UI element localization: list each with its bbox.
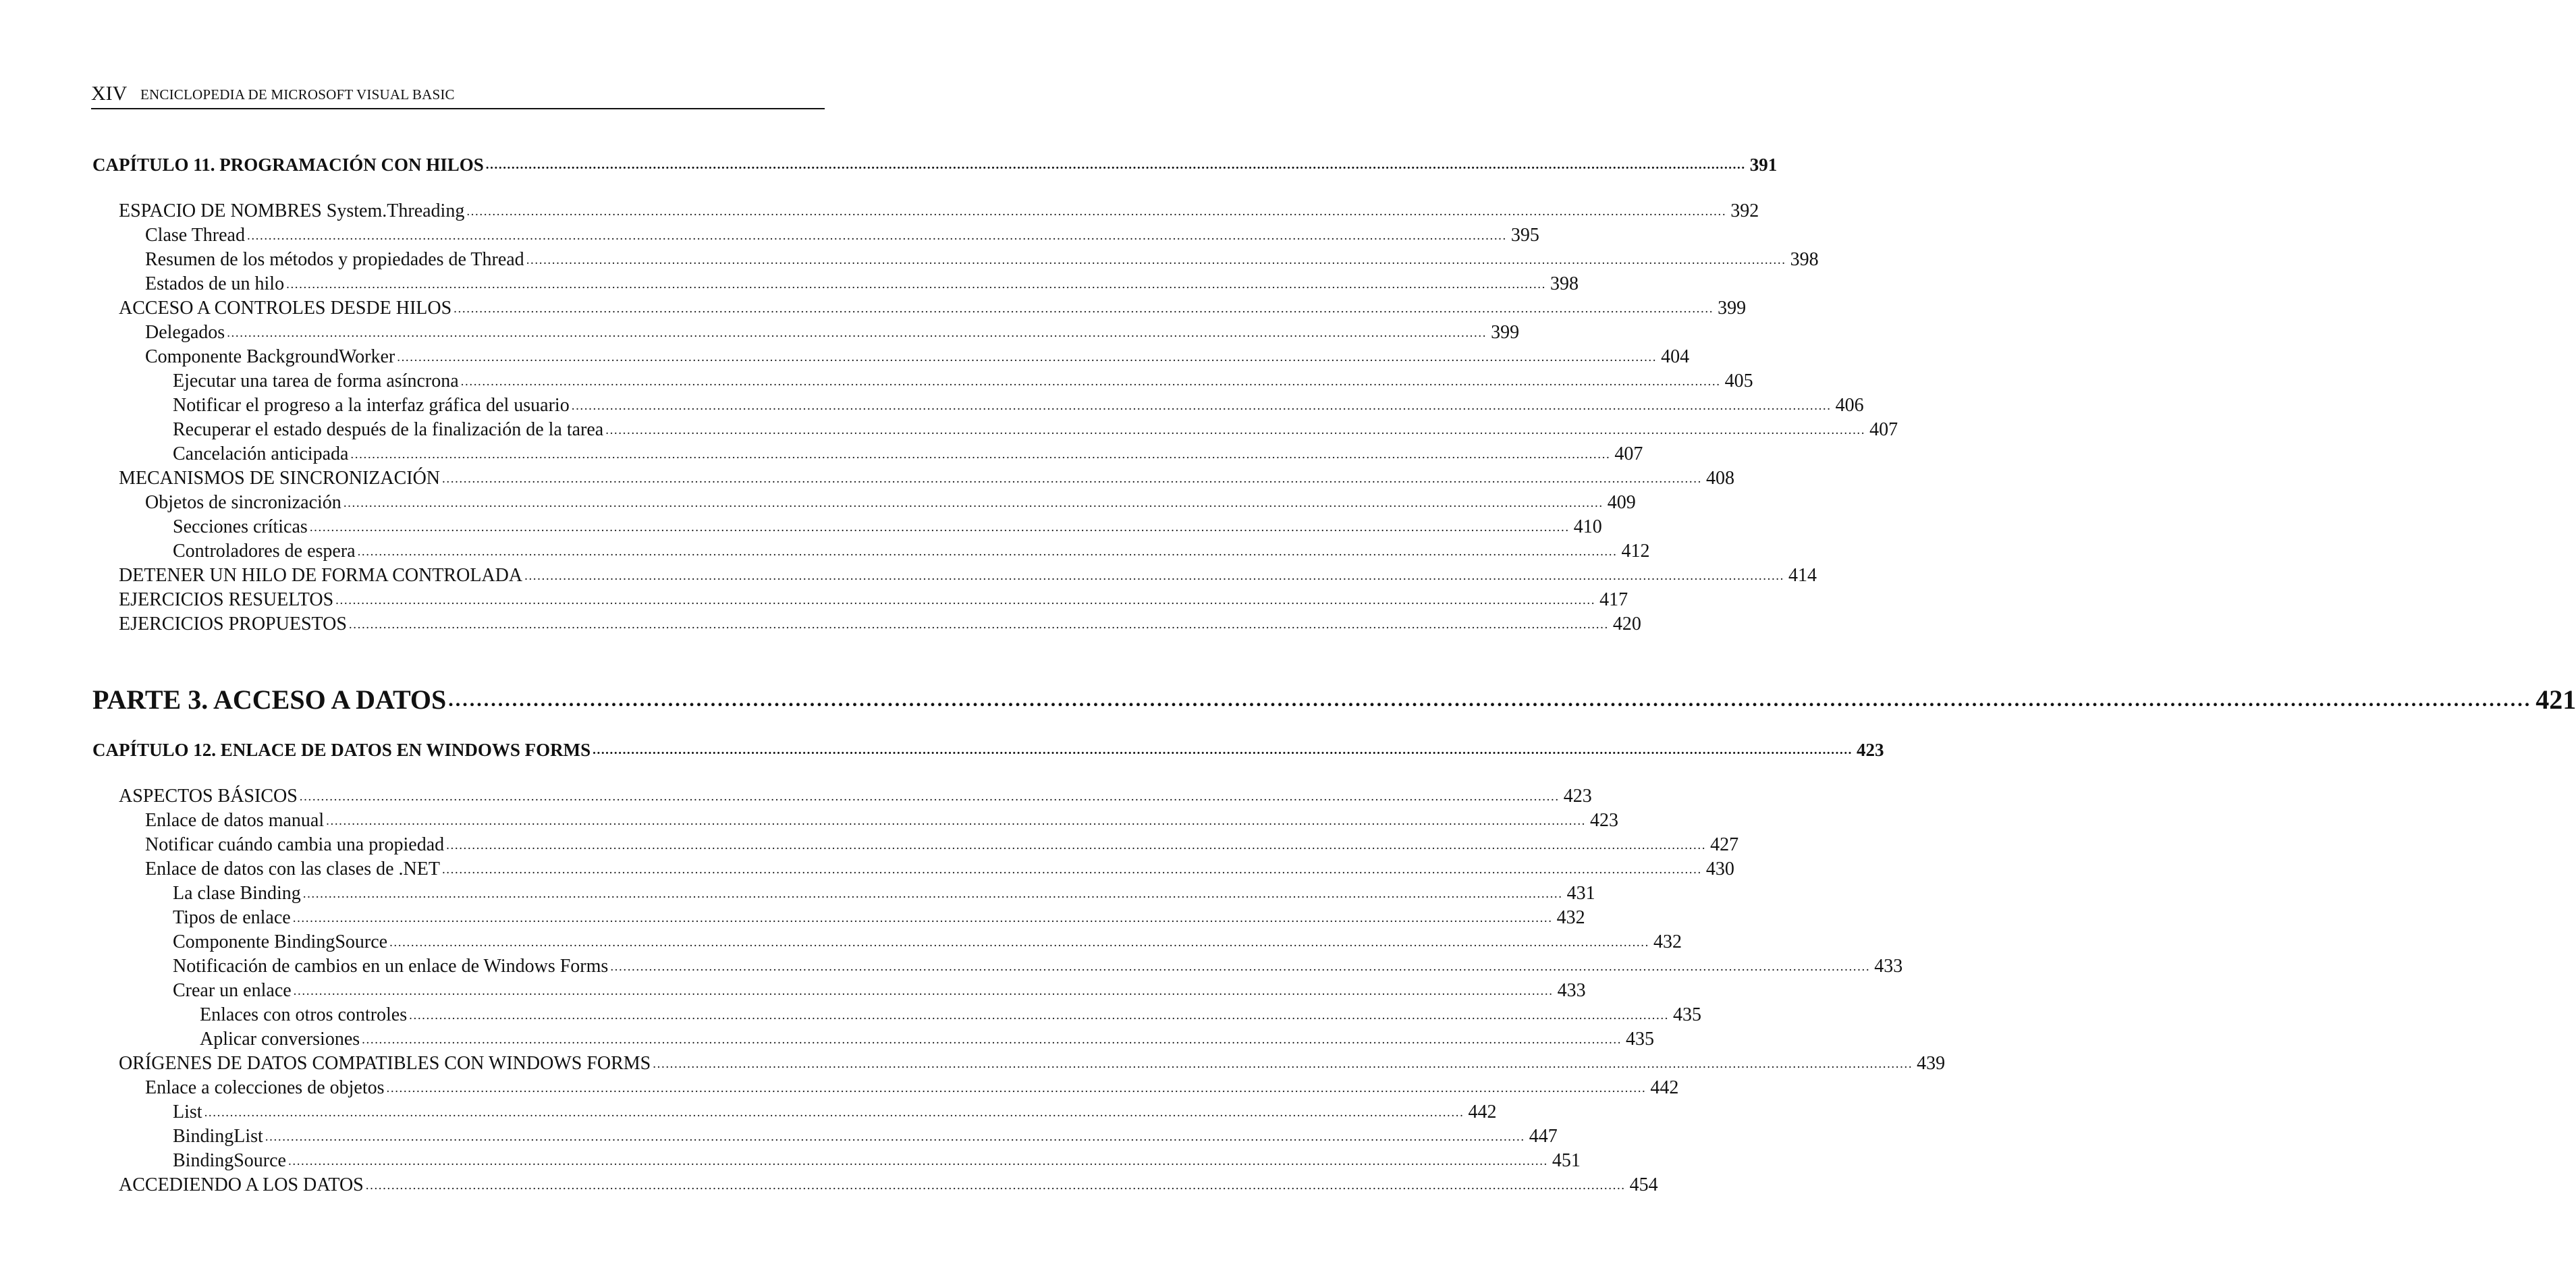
toc-entry-page: 433	[1874, 956, 1903, 977]
dot-leader: ......................................................................................................................................................................................................................................................................................................	[389, 935, 1649, 950]
toc-entry	[119, 588, 1628, 611]
toc-entry-title: EJERCICIOS RESUELTOS	[119, 589, 334, 610]
toc-entry	[145, 1076, 1679, 1099]
toc-entry-page: 442	[1468, 1102, 1497, 1122]
toc-entry-page: 439	[1917, 1053, 1946, 1074]
page-number-roman: XIV	[91, 82, 128, 105]
toc-entry-title: Cancelación anticipada	[173, 443, 349, 464]
toc-entry	[145, 833, 1739, 856]
book-title: ENCICLOPEDIA DE MICROSOFT VISUAL BASIC	[140, 86, 455, 103]
dot-leader: ......................................................................................................................................................................................................................................................................................................	[350, 447, 1611, 462]
dot-leader: ......................................................................................................................................................................................................................................................................................................	[610, 960, 1871, 974]
dot-leader: ......................................................................................................................................................................................................................................................................................................	[653, 1057, 1913, 1071]
dot-leader: ......................................................................................................................................................................................................................................................................................................	[365, 1178, 1626, 1193]
toc-entry-title: Delegados	[145, 322, 225, 343]
toc-entry-title: Notificar el progreso a la interfaz gráfica del usuario	[173, 395, 570, 416]
dot-leader: ......................................................................................................................................................................................................................................................................................................	[605, 423, 1866, 437]
toc-entry-page: 433	[1557, 980, 1586, 1001]
dot-leader: ......................................................................................................................................................................................................................................................................................................	[293, 984, 1554, 998]
dot-leader: ......................................................................................................................................................................................................................................................................................................	[309, 520, 1570, 535]
toc-entry-title: Enlace de datos manual	[145, 810, 325, 831]
toc-entry-title: Enlace de datos con las clases de .NET	[145, 859, 440, 879]
dot-leader: ......................................................................................................................................................................................................................................................................................................	[460, 375, 1721, 389]
toc-entry-title: La clase Binding	[173, 883, 301, 904]
toc-entry-page: 431	[1566, 883, 1595, 904]
toc-entry	[145, 248, 1819, 271]
toc-entry	[173, 1149, 1581, 1172]
toc-entry	[119, 612, 1641, 635]
toc-entry	[173, 394, 1864, 416]
toc-entry-title: Componente BackgroundWorker	[145, 346, 395, 367]
toc-entry	[119, 784, 1592, 807]
toc-entry-title: ACCEDIENDO A LOS DATOS	[119, 1174, 364, 1195]
toc-entry-title: PARTE 3. ACCESO A DATOS	[92, 684, 447, 715]
toc-entry-page: 408	[1705, 468, 1734, 489]
toc-entry-title: Aplicar conversiones	[200, 1029, 360, 1050]
dot-leader: ......................................................................................................................................................................................................................................................................................................	[441, 863, 1702, 877]
dot-leader: ......................................................................................................................................................................................................................................................................................................	[526, 253, 1786, 267]
toc-chapter-11	[92, 153, 1778, 175]
toc-entry-title: ESPACIO DE NOMBRES System.Threading	[119, 200, 465, 221]
toc-entry-title: List	[173, 1102, 202, 1122]
toc-entry-page: 432	[1556, 907, 1585, 928]
toc-part-3	[92, 683, 2576, 715]
dot-leader: ......................................................................................................................................................................................................................................................................................................	[454, 302, 1714, 316]
toc-entry-page: 398	[1790, 249, 1819, 270]
toc-entry-page: 435	[1673, 1004, 1702, 1025]
toc-entry-title: Notificación de cambios en un enlace de Windows Forms	[173, 956, 609, 977]
toc-entry	[119, 1173, 1658, 1196]
toc-entry-title: Notificar cuándo cambia una propiedad	[145, 834, 445, 855]
toc-entry-title: Componente BindingSource	[173, 931, 388, 952]
toc-entry	[119, 1052, 1946, 1075]
toc-entry-page: 395	[1510, 225, 1539, 246]
toc-entry-page: 421	[2536, 684, 2576, 715]
toc-entry	[173, 906, 1585, 929]
toc-entry-page: 427	[1710, 834, 1739, 855]
toc-entry-title: Clase Thread	[145, 225, 245, 246]
toc-entry-page: 410	[1573, 516, 1602, 537]
dot-leader: ......................................................................................................................................................................................................................................................................................................	[409, 1008, 1670, 1023]
toc-entry-page: 447	[1529, 1126, 1558, 1147]
toc-entry	[119, 199, 1759, 222]
toc-entry-title: ORÍGENES DE DATOS COMPATIBLES CON WINDOWS FORMS	[119, 1053, 651, 1074]
toc-entry	[173, 1100, 1497, 1123]
toc-entry-title: Secciones críticas	[173, 516, 308, 537]
toc-entry	[173, 881, 1595, 904]
dot-leader: ......................................................................................................................................................................................................................................................................................................	[397, 350, 1657, 364]
dot-leader: ......................................................................................................................................................................................................................................................................................................	[571, 399, 1832, 413]
dot-leader: ......................................................................................................................................................................................................................................................................................................	[246, 229, 1507, 243]
toc-entry-page: 404	[1661, 346, 1690, 367]
toc-entry-page: 430	[1705, 859, 1734, 879]
toc-entry	[173, 442, 1643, 465]
toc-entry	[200, 1027, 1655, 1050]
toc-entry-title: Enlace a colecciones de objetos	[145, 1077, 385, 1098]
toc-entry	[145, 857, 1734, 880]
toc-entry	[145, 809, 1619, 832]
toc-entry-page: 423	[1857, 740, 1884, 760]
toc-entry-page: 407	[1869, 419, 1898, 440]
dot-leader: ......................................................................................................................................................................................................................................................................................................	[485, 158, 1746, 172]
dot-leader: ......................................................................................................................................................................................................................................................................................................	[524, 569, 1784, 583]
toc-entry	[145, 345, 1690, 368]
dot-leader: ......................................................................................................................................................................................................................................................................................................	[299, 790, 1560, 804]
dot-leader: ......................................................................................................................................................................................................................................................................................................	[343, 496, 1604, 510]
toc-entry-title: Tipos de enlace	[173, 907, 291, 928]
toc-entry-page: 414	[1788, 565, 1817, 586]
dot-leader: ......................................................................................................................................................................................................................................................................................................	[286, 277, 1546, 292]
toc-entry-title: Recuperar el estado después de la finalización de la tarea	[173, 419, 604, 440]
dot-leader: ......................................................................................................................................................................................................................................................................................................	[204, 1106, 1464, 1120]
toc-entry-title: DETENER UN HILO DE FORMA CONTROLADA	[119, 565, 523, 586]
toc-entry-page: 409	[1607, 492, 1636, 513]
toc-entry-title: BindingList	[173, 1126, 263, 1147]
toc-entry-page: 392	[1730, 200, 1759, 221]
dot-leader: ......................................................................................................................................................................................................................................................................................................	[326, 814, 1587, 828]
toc-entry-page: 412	[1621, 541, 1650, 562]
toc-entry-page: 423	[1563, 786, 1592, 807]
toc-entry-page: 442	[1650, 1077, 1679, 1098]
toc-entry-page: 420	[1612, 614, 1641, 634]
toc-entry-title: Controladores de espera	[173, 541, 356, 562]
toc-entry-title: EJERCICIOS PROPUESTOS	[119, 614, 347, 634]
toc-entry-title: ACCESO A CONTROLES DESDE HILOS	[119, 298, 452, 319]
dot-leader: ......................................................................................................................................................................................................................................................................................................	[335, 593, 1596, 607]
toc-entry	[173, 979, 1586, 1002]
toc-entry-page: 407	[1614, 443, 1643, 464]
toc-entry-page: 451	[1552, 1150, 1581, 1171]
toc-entry-title: BindingSource	[173, 1150, 286, 1171]
dot-leader: ......................................................................................................................................................................................................................................................................................................	[362, 1033, 1622, 1047]
dot-leader: ......................................................................................................................................................................................................................................................................................................	[288, 1154, 1548, 1168]
dot-leader: ......................................................................................................................................................................................................................................................................................................	[348, 618, 1609, 632]
toc-chapter-12	[92, 738, 1884, 761]
toc-entry-title: ASPECTOS BÁSICOS	[119, 786, 298, 807]
dot-leader: ......................................................................................................................................................................................................................................................................................................	[593, 743, 1853, 757]
toc-entry-title: Enlaces con otros controles	[200, 1004, 408, 1025]
toc-entry	[119, 466, 1734, 489]
toc-entry	[145, 223, 1539, 246]
toc-entry	[173, 539, 1650, 562]
toc-entry-title: Ejecutar una tarea de forma asíncrona	[173, 371, 459, 391]
dot-leader: ......................................................................................................................................................................................................................................................................................................	[386, 1081, 1647, 1095]
dot-leader: ......................................................................................................................................................................................................................................................................................................	[292, 911, 1553, 925]
toc-entry	[173, 369, 1753, 392]
toc-entry	[173, 418, 1898, 441]
toc-entry-page: 405	[1724, 371, 1753, 391]
toc-entry	[145, 321, 1520, 344]
toc-entry-title: Estados de un hilo	[145, 273, 285, 294]
toc-entry-page: 391	[1749, 155, 1778, 175]
toc-entry	[173, 930, 1682, 953]
toc-entry-page: 423	[1590, 810, 1619, 831]
toc-entry	[145, 272, 1579, 295]
toc-entry-page: 406	[1835, 395, 1864, 416]
toc-entry-title: MECANISMOS DE SINCRONIZACIÓN	[119, 468, 441, 489]
dot-leader: ......................................................................................................................................................................................................................................................................................................	[227, 326, 1487, 340]
dot-leader: ......................................................................................................................................................................................................................................................................................................	[446, 838, 1707, 852]
toc-entry	[119, 564, 1817, 587]
toc-entry-page: 454	[1629, 1174, 1658, 1195]
dot-leader: ......................................................................................................................................................................................................................................................................................................	[357, 545, 1618, 559]
toc-entry-page: 432	[1653, 931, 1682, 952]
toc-entry	[173, 954, 1903, 977]
toc-entry-title: CAPÍTULO 11. PROGRAMACIÓN CON HILOS	[92, 155, 484, 175]
toc-entry-page: 399	[1718, 298, 1747, 319]
dot-leader: ......................................................................................................................................................................................................................................................................................................	[466, 205, 1727, 219]
dot-leader: ......................................................................................................................................................................................................................................................................................................	[442, 472, 1702, 486]
toc-entry	[173, 1124, 1558, 1147]
toc-entry	[200, 1003, 1702, 1026]
toc-entry	[119, 296, 1747, 319]
toc-entry-title: Crear un enlace	[173, 980, 292, 1001]
dot-leader: ......................................................................................................................................................................................................................................................................................................	[448, 688, 2532, 711]
toc-entry-page: 435	[1626, 1029, 1655, 1050]
toc-entry	[145, 491, 1636, 514]
toc-entry-title: Objetos de sincronización	[145, 492, 341, 513]
toc-entry-page: 398	[1550, 273, 1579, 294]
dot-leader: ......................................................................................................................................................................................................................................................................................................	[302, 887, 1563, 901]
toc-entry-page: 399	[1491, 322, 1520, 343]
dot-leader: ......................................................................................................................................................................................................................................................................................................	[265, 1130, 1525, 1144]
toc-entry-title: Resumen de los métodos y propiedades de Thread	[145, 249, 524, 270]
toc-entry	[173, 515, 1602, 538]
toc-entry-page: 417	[1599, 589, 1628, 610]
toc-entry-title: CAPÍTULO 12. ENLACE DE DATOS EN WINDOWS FORMS	[92, 740, 591, 760]
